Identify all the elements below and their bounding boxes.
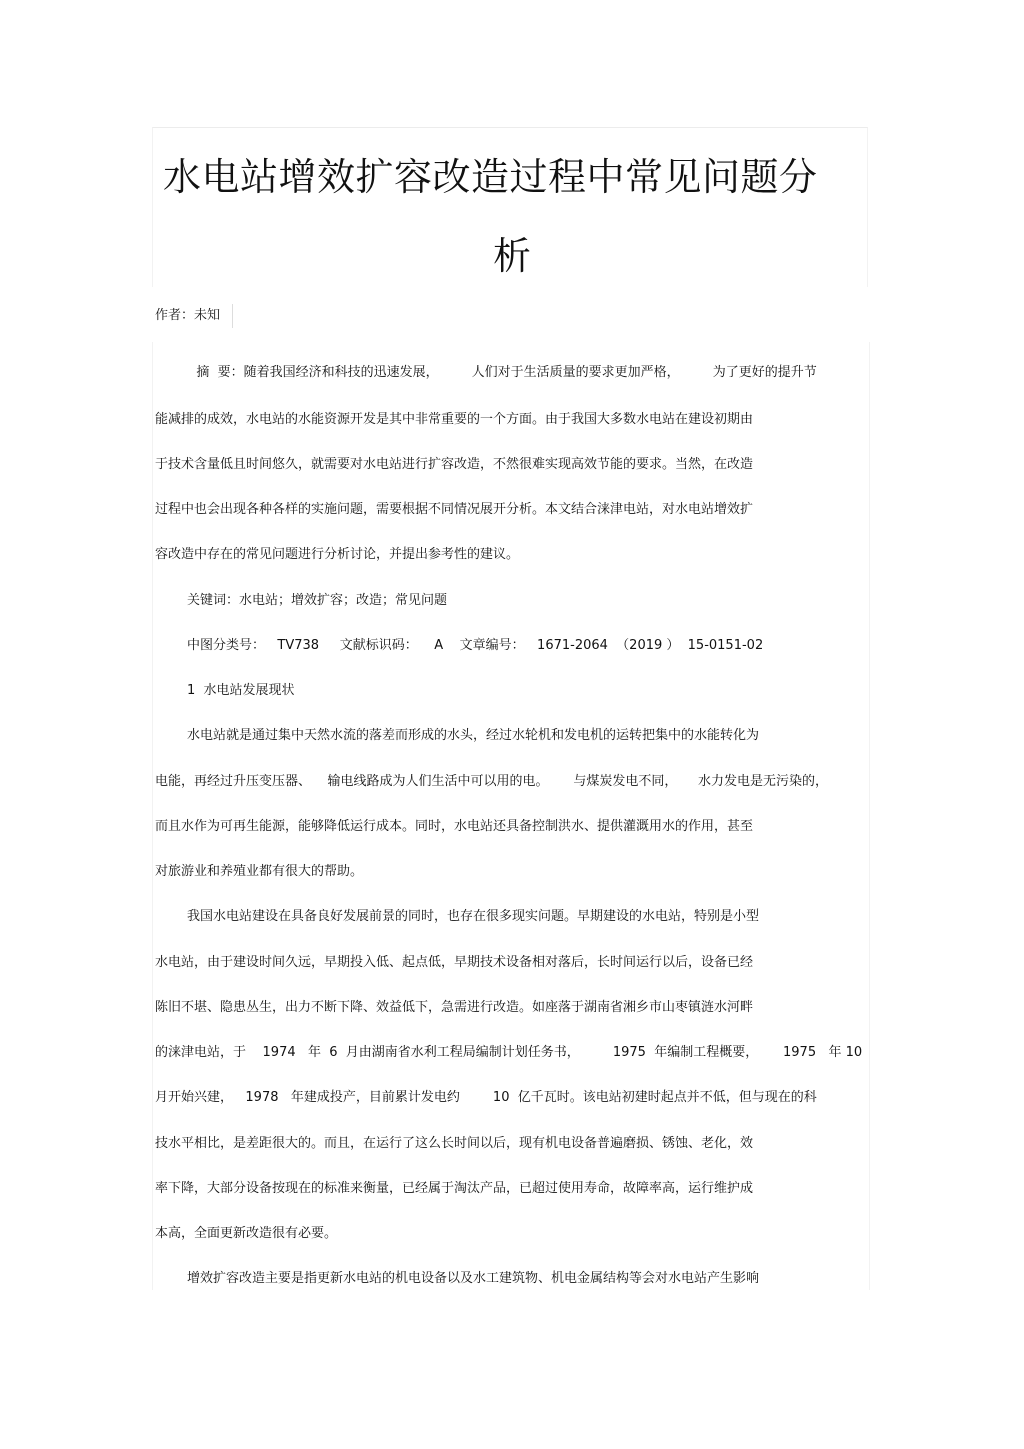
- body-text-line: 于技术含量低且时间悠久，就需要对水电站进行扩容改造，不然很难实现高效节能的要求。当然，在改造: [155, 457, 754, 472]
- page-title-continued: 析: [493, 234, 532, 278]
- body-text-line: 1 水电站发展现状: [187, 683, 295, 698]
- page-title: 水电站增效扩容改造过程中常见问题分: [163, 155, 818, 199]
- body-text-line: 能减排的成效，水电站的水能资源开发是其中非常重要的一个方面。由于我国大多数水电站在建设初期由: [155, 412, 754, 427]
- body-text-line: 水电站，由于建设时间久远，早期投入低、起点低，早期技术设备相对落后，长时间运行以后，设备已经: [155, 955, 754, 970]
- body-text-line: 摘 要：随着我国经济和科技的迅速发展， 人们对于生活质量的要求更加严格， 为了更好的提升节: [155, 365, 817, 380]
- body-text-line: 本高，全面更新改造很有必要。: [155, 1226, 338, 1241]
- title-box: [152, 127, 868, 287]
- author-label: 作者：未知: [155, 304, 233, 328]
- body-text-line: 关键词：水电站；增效扩容；改造；常见问题: [187, 593, 448, 608]
- body-text-line: 陈旧不堪、隐患丛生，出力不断下降、效益低下，急需进行改造。如座落于湖南省湘乡市山枣镇涟水河畔: [155, 1000, 754, 1015]
- body-text-line: 中图分类号： TV738 文献标识码： A 文章编号： 1671-2064 （2019 ） 15-0151-02: [187, 638, 764, 653]
- body-text-line: 月开始兴建， 1978 年建成投产，目前累计发电约 10 亿千瓦时。该电站初建时起点并不低，但与现在的科: [155, 1090, 817, 1105]
- body-text-line: 而且水作为可再生能源，能够降低运行成本。同时，水电站还具备控制洪水、提供灌溉用水的作用，甚至: [155, 819, 754, 834]
- body-text-line: 的涞津电站，于 1974 年 6 月由湖南省水利工程局编制计划任务书， 1975 年编制工程概要， 1975 年 10: [155, 1045, 863, 1060]
- body-text-line: 我国水电站建设在具备良好发展前景的同时，也存在很多现实问题。早期建设的水电站，特别是小型: [187, 909, 760, 924]
- body-text-line: 率下降，大部分设备按现在的标准来衡量，已经属于淘汰产品，已超过使用寿命，故障率高，运行维护成: [155, 1181, 754, 1196]
- body-text-line: 技水平相比，是差距很大的。而且，在运行了这么长时间以后，现有机电设备普遍磨损、锈蚀、老化，效: [155, 1136, 754, 1151]
- body-text-line: 过程中也会出现各种各样的实施问题，需要根据不同情况展开分析。本文结合涞津电站，对水电站增效扩: [155, 502, 754, 517]
- body-text-line: 对旅游业和养殖业都有很大的帮助。: [155, 864, 364, 879]
- body-text-line: 容改造中存在的常见问题进行分析讨论，并提出参考性的建议。: [155, 547, 520, 562]
- body-text-line: 增效扩容改造主要是指更新水电站的机电设备以及水工建筑物、机电金属结构等会对水电站产生影响: [187, 1271, 760, 1286]
- body-text-line: 电能，再经过升压变压器、 输电线路成为人们生活中可以用的电。 与煤炭发电不同， 水力发电是无污染的，: [155, 774, 828, 789]
- body-text-line: 水电站就是通过集中天然水流的落差而形成的水头，经过水轮机和发电机的运转把集中的水能转化为: [187, 728, 760, 743]
